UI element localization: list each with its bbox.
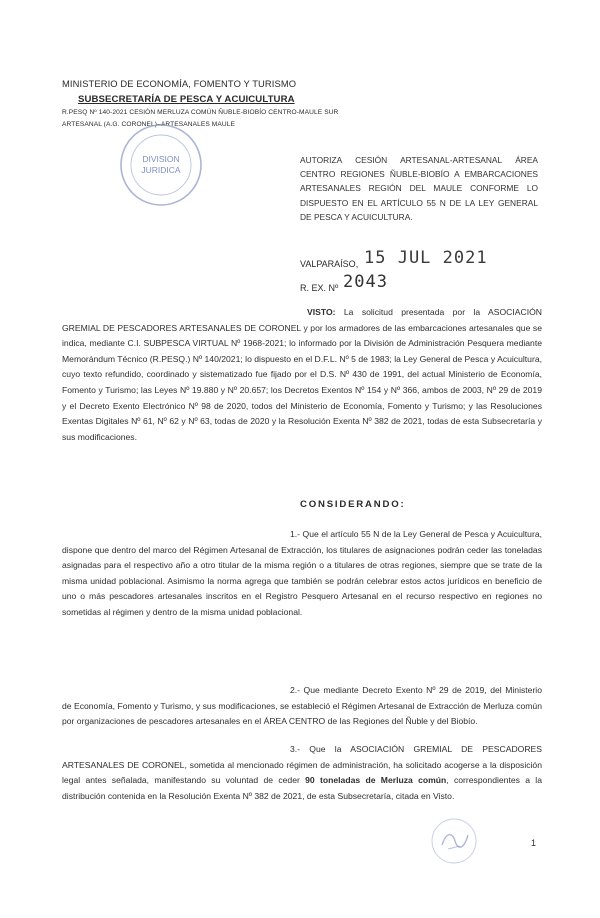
visto-label: VISTO: — [307, 307, 336, 317]
paragraph-3-text-a: 3.- Que la ASOCIACIÓN GREMIAL DE PESCADORES ARTESANALES DE CORONEL, sometida al mencionado régimen de administración, ha solicitado acogerse a la disposición legal antes señalada, manifestando su voluntad de ceder — [62, 744, 542, 786]
subsecretaria-heading: SUBSECRETARÍA DE PESCA Y ACUICULTURA — [78, 94, 295, 105]
visto-text: La solicitud presentada por la ASOCIACIÓN GREMIAL DE PESCADORES ARTESANALES DE CORONEL y por los armadores de las embarcaciones artesanales que se indica, mediante C.I. SUBPESCA VIRTUAL Nº 1968-2021; lo informado por la División de Administración Pesquera mediante Memorándum Técnico (R.PESQ.) Nº 140/2021; lo dispuesto en el D.F.L. Nº 5 de 1983; la Ley General de Pesca y Acuicultura, cuyo texto refundido, coordinado y sistematizado fue fijado por el D.S. Nº 430 de 1991, del actual Ministerio de Economía, Fomento y Turismo; las Leyes Nº 19.880 y Nº 20.657; los Decretos Exentos Nº 154 y Nº 366, ambos de 2003, Nº 29 de 2019 y el Decreto Exento Electrónico Nº 98 de 2020, todos del Ministerio de Economía, Fomento y Turismo; y las Resoluciones Exentas Digitales Nº 61, Nº 62 y Nº 63, todas de 2020 y la Resolución Exenta Nº 382 de 2021, todas de esta Subsecretaría y sus modificaciones. — [62, 307, 542, 442]
considerando-paragraph-2 — [62, 683, 542, 730]
resolution-number: 2043 — [343, 272, 388, 292]
paragraph-3-bold: 90 toneladas de Merluza común — [305, 775, 447, 786]
stamp-line-1: DIVISION — [142, 154, 180, 164]
paragraph-2-text: 2.- Que mediante Decreto Exento Nº 29 de 2019, del Ministerio de Economía, Fomento y Turismo, y sus modificaciones, se estableció el Régimen Artesanal de Extracción de Merluza común por organizaciones de pescadores artesanales en el ÁREA CENTRO de las Regiones del Ñuble y del Biobío. — [62, 685, 542, 727]
considerando-paragraph-3 — [62, 742, 542, 804]
ministry-heading: MINISTERIO DE ECONOMÍA, FOMENTO Y TURISMO — [62, 78, 297, 89]
paragraph-3-text-b: , correspondientes a la distribución contenida en la Resolución Exenta Nº 382 de 2021, de esta Subsecretaría, citada en Visto. — [62, 775, 542, 801]
resolution-number-label: R. EX. Nº — [300, 283, 339, 293]
place-label: VALPARAÍSO, — [300, 259, 359, 269]
paragraph-1-text: 1.- Que el artículo 55 N de la Ley General de Pesca y Acuicultura, dispone que dentro del marco del Régimen Artesanal de Extracción, los titulares de asignaciones podrán ceder las toneladas asignadas para el respectivo año a otro titular de la misma región o a titulares de otras regiones, siempre que se trate de la misma unidad poblacional. Asimismo la norma agrega que también se podrán celebrar estos actos jurídicos en beneficio de uno o más pescadores artesanales inscritos en el Registro Pesquero Artesanal en el recurso respectivo en regiones no sometidas al régimen y dentro de la misma unidad poblacional. — [62, 529, 542, 617]
stamp-line-2: JURIDICA — [141, 165, 181, 175]
considerando-paragraph-1 — [62, 527, 542, 621]
reference-line-1: R.PESQ Nº 140-2021 CESIÓN MERLUZA COMÚN ÑUBLE-BIOBÍO CENTRO-MAULE SUR — [62, 109, 339, 116]
page-number: 1 — [531, 838, 537, 848]
visto-paragraph — [62, 305, 542, 445]
reference-line-2: ARTESANAL (A.G. CORONEL)–ARTESANALES MAULE — [62, 121, 235, 128]
division-juridica-stamp — [118, 122, 204, 208]
initials-signature-mark — [428, 815, 480, 867]
considerando-heading: CONSIDERANDO: — [300, 499, 406, 510]
resolution-subject: AUTORIZA CESIÓN ARTESANAL-ARTESANAL ÁREA CENTRO REGIONES ÑUBLE-BIOBÍO A EMBARCACIONES ARTESANALES REGIÓN DEL MAULE CONFORME LO DISPUESTO EN EL ARTÍCULO 55 N DE LA LEY GENERAL DE PESCA Y ACUICULTURA. — [300, 155, 538, 222]
resolution-date: 15 JUL 2021 — [364, 248, 488, 268]
